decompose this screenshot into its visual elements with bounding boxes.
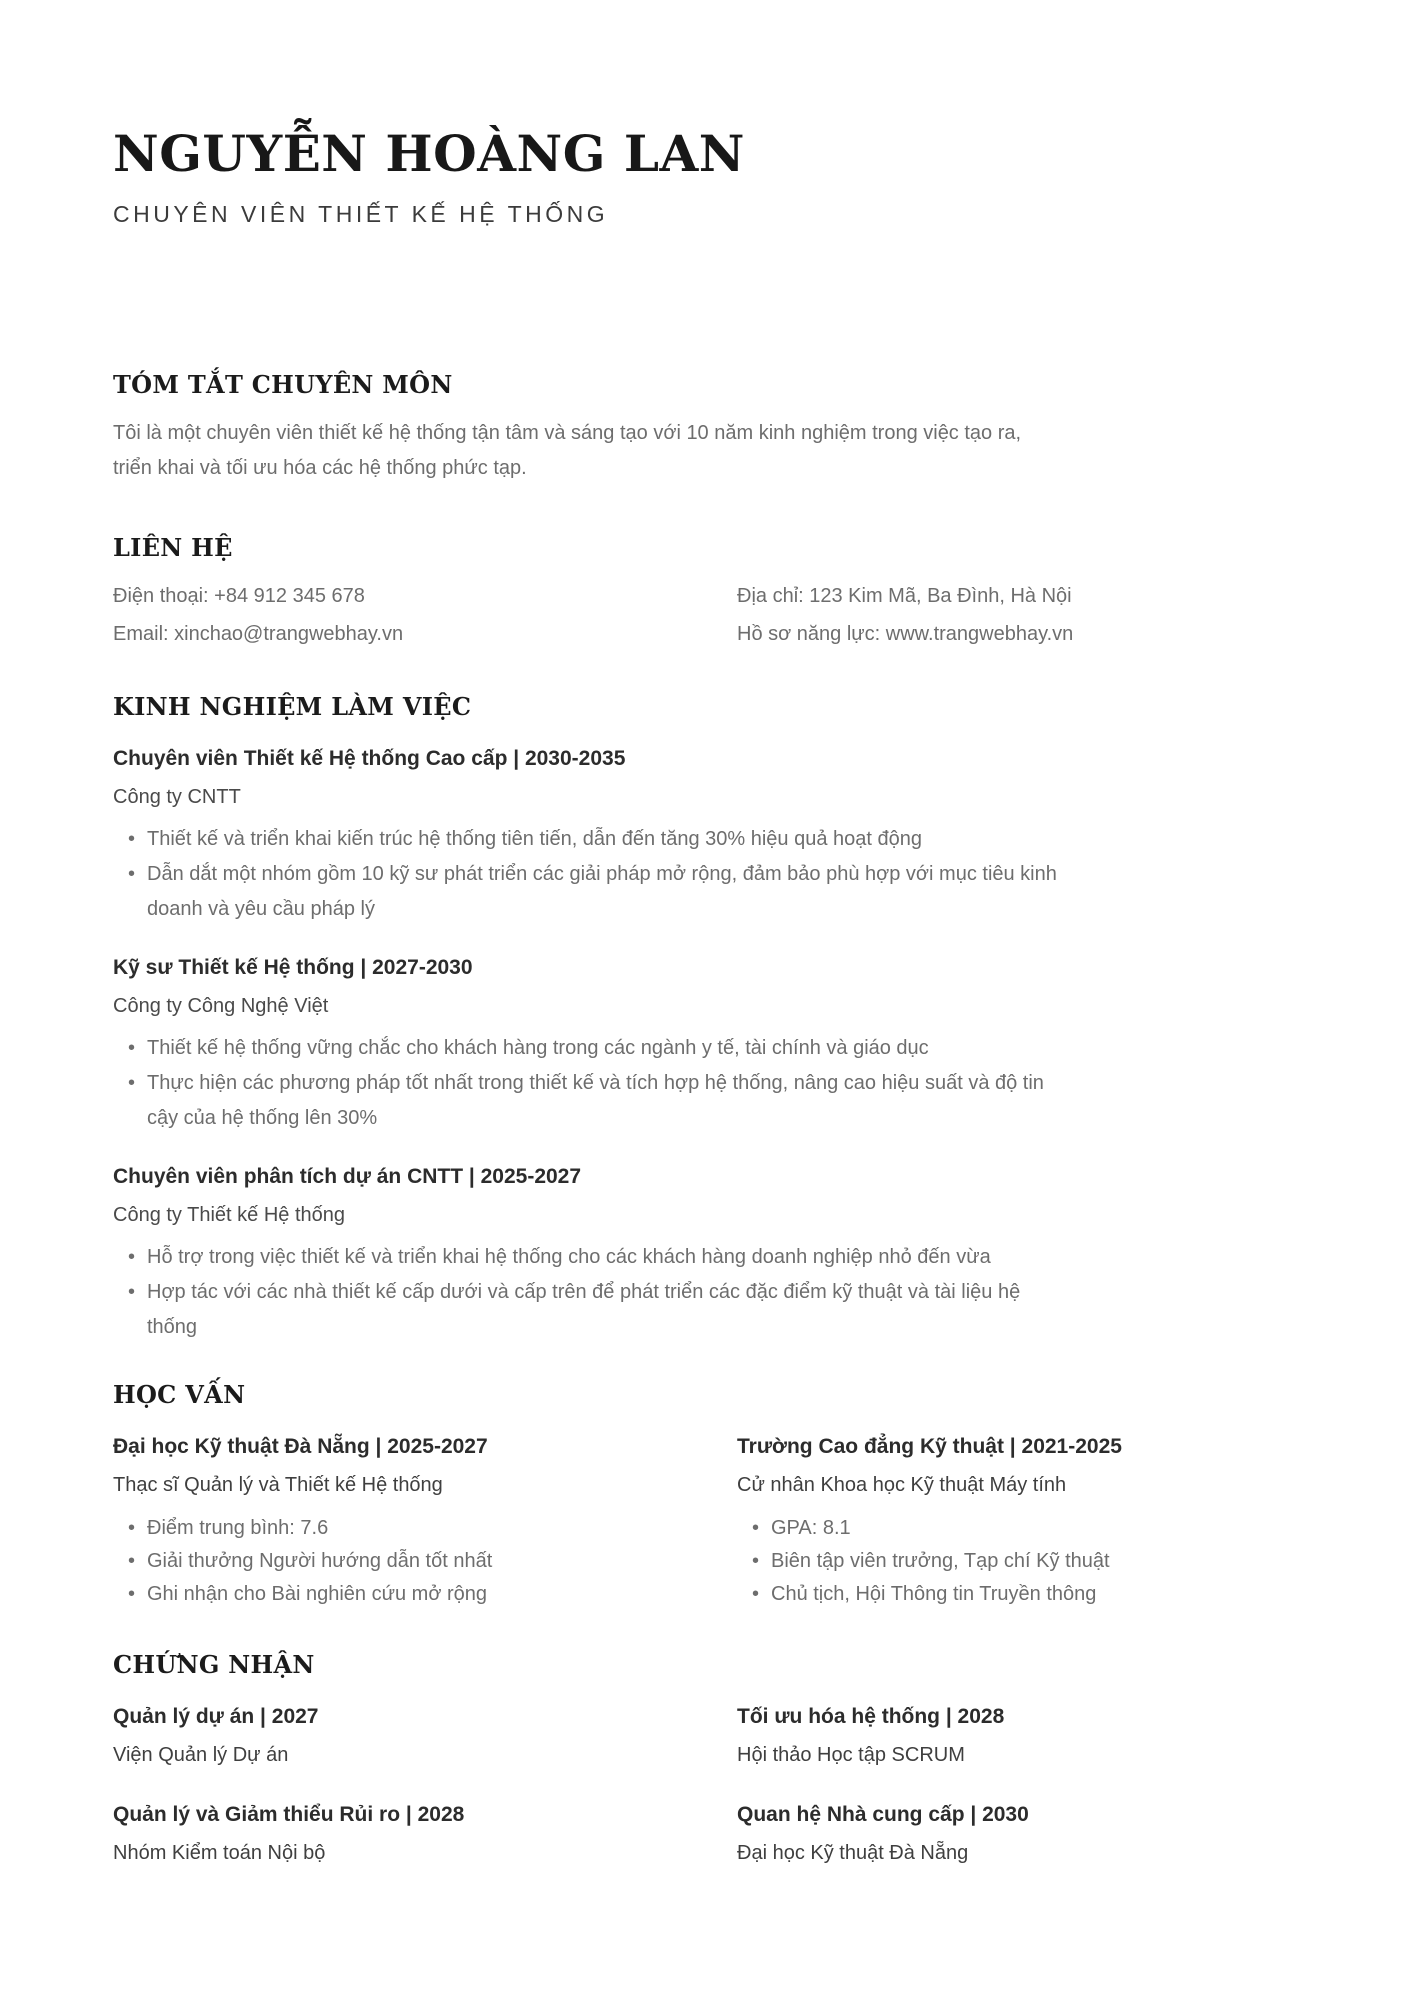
- certification-title: Quan hệ Nhà cung cấp | 2030: [737, 1803, 1029, 1826]
- contact-column-right: [737, 577, 1300, 653]
- role-subtitle: CHUYÊN VIÊN THIẾT KẾ HỆ THỐNG: [113, 201, 609, 227]
- certification-title: Tối ưu hóa hệ thống | 2028: [737, 1705, 1005, 1728]
- section-contact: [113, 532, 1300, 653]
- education-grid: [113, 1432, 1300, 1611]
- school-bullet: • Điểm trung bình: 7.6: [113, 1512, 737, 1545]
- certification-org: Viện Quản lý Dự án: [113, 1744, 289, 1766]
- contact-column-left: [113, 577, 737, 653]
- school-bullet-list: [737, 1512, 1300, 1611]
- section-education: [113, 1379, 1300, 1611]
- experience-job: [113, 953, 1300, 1136]
- job-bullet-list: [113, 822, 1063, 927]
- job-title: Kỹ sư Thiết kế Hệ thống | 2027-2030: [113, 956, 473, 979]
- job-company: Công ty Thiết kế Hệ thống: [113, 1204, 345, 1226]
- job-bullet: • Hợp tác với các nhà thiết kế cấp dưới và cấp trên để phát triển các đặc điểm kỹ thuật và tài liệu hệ thống: [113, 1275, 1063, 1345]
- summary-text: Tôi là một chuyên viên thiết kế hệ thống tận tâm và sáng tạo với 10 năm kinh nghiệm trong việc tạo ra, triển khai và tối ưu hóa các hệ thống phức tạp.: [113, 422, 1022, 479]
- certification-item: [113, 1702, 737, 1770]
- school-bullet: • Chủ tịch, Hội Thông tin Truyền thông: [737, 1578, 1300, 1611]
- contact-phone: Điện thoại: +84 912 345 678: [113, 585, 365, 607]
- job-company: Công ty Công Nghệ Việt: [113, 995, 329, 1017]
- experience-heading: KINH NGHIỆM LÀM VIỆC: [113, 692, 472, 721]
- job-bullet: • Thực hiện các phương pháp tốt nhất trong thiết kế và tích hợp hệ thống, nâng cao hiệu suất và độ tin cậy của hệ thống lên 30%: [113, 1066, 1063, 1136]
- job-bullet-list: [113, 1031, 1063, 1136]
- summary-heading: TÓM TẮT CHUYÊN MÔN: [113, 370, 453, 399]
- section-summary: [113, 369, 1300, 486]
- contact-email: Email: xinchao@trangwebhay.vn: [113, 623, 404, 645]
- school-bullet: • Biên tập viên trưởng, Tạp chí Kỹ thuật: [737, 1545, 1300, 1578]
- school-degree: Thạc sĩ Quản lý và Thiết kế Hệ thống: [113, 1474, 443, 1496]
- job-bullet: • Thiết kế và triển khai kiến trúc hệ thống tiên tiến, dẫn đến tăng 30% hiệu quả hoạt động: [113, 822, 1063, 857]
- section-experience: [113, 691, 1300, 1345]
- job-bullet: • Hỗ trợ trong việc thiết kế và triển khai hệ thống cho các khách hàng doanh nghiệp nhỏ đến vừa: [113, 1240, 1063, 1275]
- school-title: Đại học Kỹ thuật Đà Nẵng | 2025-2027: [113, 1435, 488, 1458]
- job-bullet: • Dẫn dắt một nhóm gồm 10 kỹ sư phát triển các giải pháp mở rộng, đảm bảo phù hợp với mục tiêu kinh doanh và yêu cầu pháp lý: [113, 857, 1063, 927]
- school-bullet: • Ghi nhận cho Bài nghiên cứu mở rộng: [113, 1578, 737, 1611]
- certification-item: [737, 1702, 1300, 1770]
- certification-org: Đại học Kỹ thuật Đà Nẵng: [737, 1842, 969, 1864]
- job-title: Chuyên viên phân tích dự án CNTT | 2025-2027: [113, 1165, 582, 1188]
- contact-grid: [113, 577, 1300, 653]
- certifications-heading: CHỨNG NHẬN: [113, 1650, 315, 1679]
- resume-header: [113, 126, 1300, 231]
- contact-heading: LIÊN HỆ: [113, 533, 233, 562]
- certification-org: Nhóm Kiểm toán Nội bộ: [113, 1842, 326, 1864]
- section-certifications: [113, 1649, 1300, 1868]
- education-school: [113, 1432, 737, 1611]
- name-heading: NGUYỄN HOÀNG LAN: [113, 124, 745, 183]
- experience-job: [113, 744, 1300, 927]
- education-school: [737, 1432, 1300, 1611]
- school-bullet-list: [113, 1512, 737, 1611]
- school-title: Trường Cao đẳng Kỹ thuật | 2021-2025: [737, 1435, 1122, 1458]
- job-company: Công ty CNTT: [113, 786, 241, 808]
- school-bullet: • GPA: 8.1: [737, 1512, 1300, 1545]
- job-title: Chuyên viên Thiết kế Hệ thống Cao cấp | 2030-2035: [113, 747, 626, 770]
- certification-org: Hội thảo Học tập SCRUM: [737, 1744, 965, 1766]
- school-bullet: • Giải thưởng Người hướng dẫn tốt nhất: [113, 1545, 737, 1578]
- job-bullet-list: [113, 1240, 1063, 1345]
- certification-title: Quản lý và Giảm thiểu Rủi ro | 2028: [113, 1803, 465, 1826]
- school-degree: Cử nhân Khoa học Kỹ thuật Máy tính: [737, 1474, 1067, 1496]
- education-heading: HỌC VẤN: [113, 1380, 246, 1409]
- certification-item: [113, 1800, 737, 1868]
- contact-portfolio: Hồ sơ năng lực: www.trangwebhay.vn: [737, 623, 1074, 645]
- job-bullet: • Thiết kế hệ thống vững chắc cho khách hàng trong các ngành y tế, tài chính và giáo dục: [113, 1031, 1063, 1066]
- certification-item: [737, 1800, 1300, 1868]
- experience-job: [113, 1162, 1300, 1345]
- certification-title: Quản lý dự án | 2027: [113, 1705, 319, 1728]
- certifications-grid: [113, 1702, 1300, 1868]
- contact-address: Địa chỉ: 123 Kim Mã, Ba Đình, Hà Nội: [737, 585, 1072, 607]
